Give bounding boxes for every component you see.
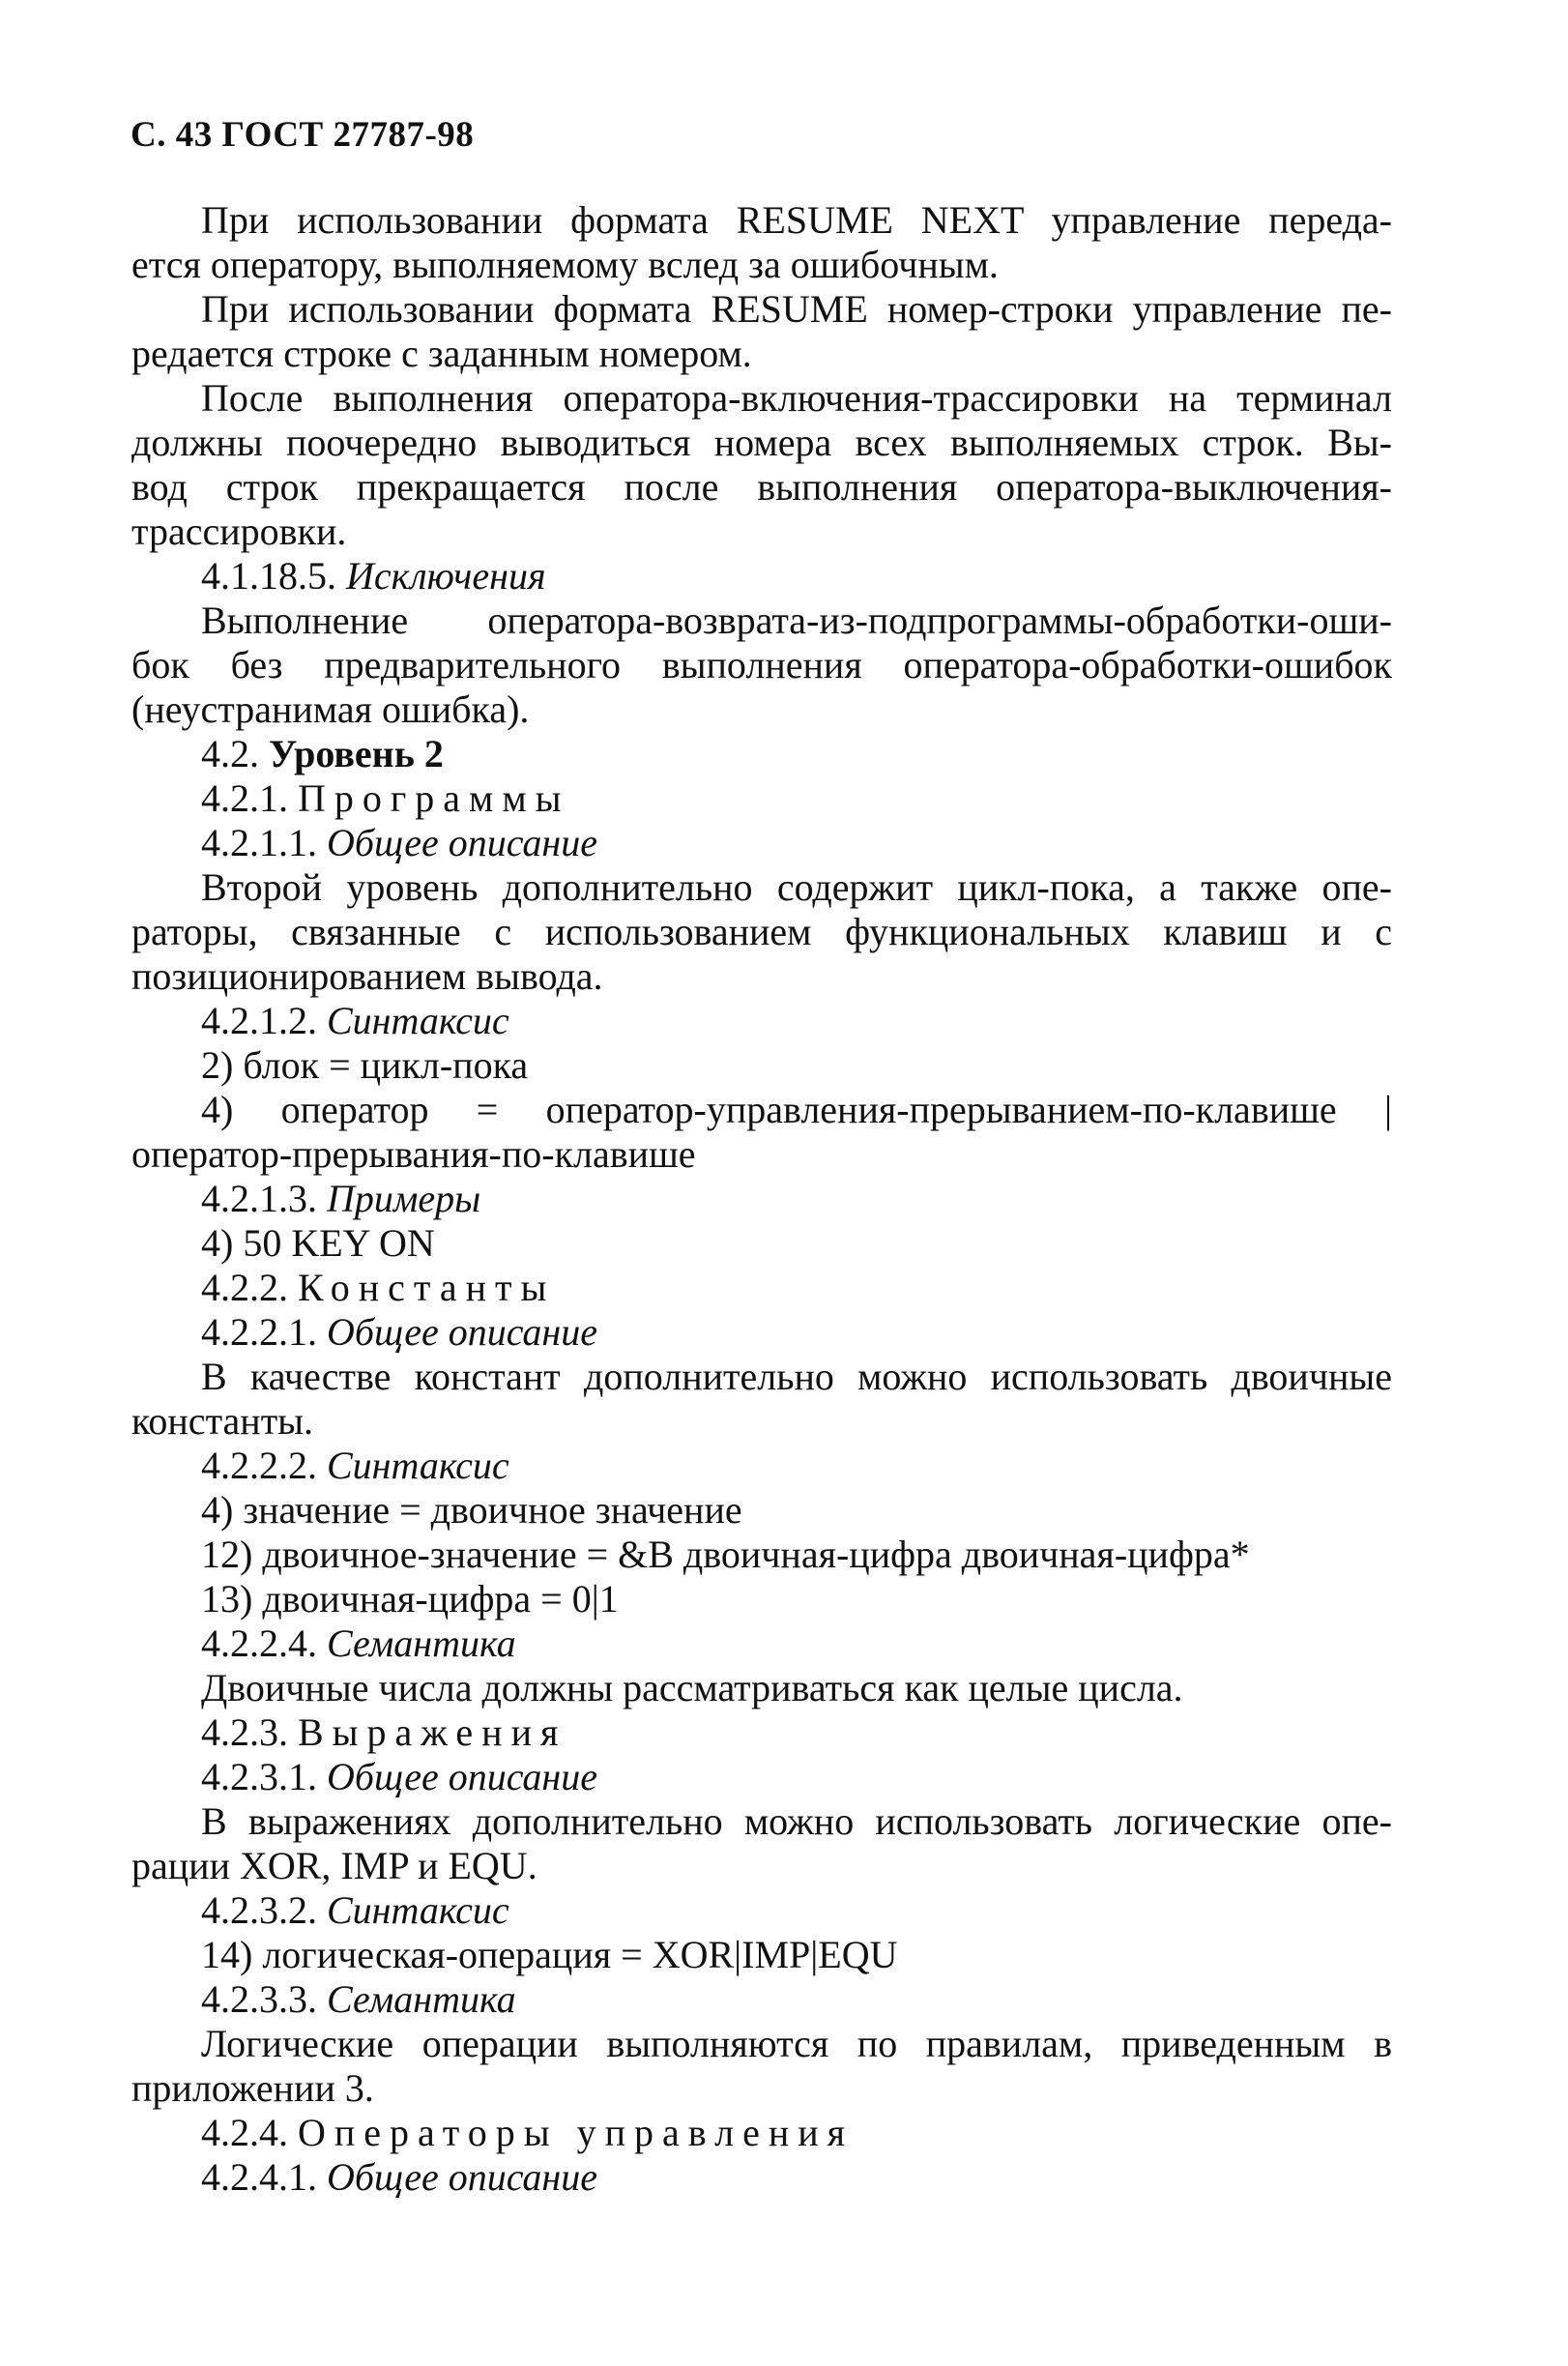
section-title: Выражения bbox=[298, 1710, 567, 1754]
paragraph-line: Логические операции выполняются по правилам, приведенным в bbox=[201, 2022, 1392, 2065]
section-title: Синтаксис bbox=[327, 1888, 509, 1932]
paragraph-line: Выполнение оператора-возврата-из-подпрограммы-обработки-оши- bbox=[201, 599, 1392, 642]
section-number: 4.2.1.2. bbox=[201, 999, 317, 1042]
paragraph-line: В выражениях дополнительно можно использовать логические опе- bbox=[201, 1799, 1392, 1843]
section-number: 4.2.4. bbox=[201, 2111, 288, 2154]
paragraph-line: позиционированием вывода. bbox=[131, 954, 603, 998]
section-heading bbox=[201, 732, 444, 776]
section-title: Общее описание bbox=[327, 2155, 598, 2199]
section-number: 4.2.3. bbox=[201, 1710, 288, 1754]
section-number: 4.2.2.2. bbox=[201, 1444, 317, 1487]
paragraph-line: приложении 3. bbox=[131, 2066, 374, 2110]
section-title: Общее описание bbox=[327, 1755, 598, 1798]
section-heading bbox=[201, 1266, 555, 1310]
syntax-line: 4) значение = двоичное значение bbox=[201, 1488, 742, 1532]
section-number: 4.2.2.1. bbox=[201, 1310, 317, 1354]
section-number: 4.2.1. bbox=[201, 776, 288, 820]
section-heading bbox=[201, 999, 509, 1043]
section-heading bbox=[201, 821, 597, 865]
section-heading bbox=[201, 554, 546, 599]
paragraph-line: При использовании формата RESUME NEXT управление переда- bbox=[201, 198, 1392, 242]
paragraph-line: рации XOR, IMP и EQU. bbox=[131, 1844, 537, 1887]
section-title: Общее описание bbox=[327, 1310, 598, 1354]
section-heading bbox=[201, 1310, 597, 1355]
section-title: Синтаксис bbox=[327, 999, 509, 1042]
section-heading bbox=[201, 2155, 597, 2200]
syntax-line: 14) логическая-операция = XOR|IMP|EQU bbox=[201, 1933, 898, 1976]
section-title: Константы bbox=[298, 1266, 556, 1309]
paragraph-line: В качестве констант дополнительно можно использовать двоичные bbox=[201, 1355, 1392, 1398]
section-number: 4.2.2. bbox=[201, 1266, 288, 1309]
section-title: Программы bbox=[298, 776, 570, 820]
section-number: 4.1.18.5. bbox=[201, 554, 336, 598]
syntax-line: 2) блок = цикл-пока bbox=[201, 1043, 529, 1087]
paragraph-line: После выполнения оператора-включения-трассировки на терминал bbox=[201, 376, 1392, 420]
section-title: Операторы управления bbox=[298, 2111, 855, 2154]
paragraph-line: Двоичные числа должны рассматриваться как целые цисла. bbox=[201, 1666, 1183, 1709]
paragraph-line: редается строке с заданным номером. bbox=[131, 332, 752, 375]
paragraph-line: При использовании формата RESUME номер-строки управление пе- bbox=[201, 287, 1392, 331]
section-heading bbox=[201, 2111, 854, 2155]
section-number: 4.2.3.2. bbox=[201, 1888, 317, 1932]
syntax-line: 12) двоичное-значение = &B двоичная-цифра двоичная-цифра* bbox=[201, 1533, 1250, 1576]
section-heading bbox=[201, 1621, 516, 1666]
page-header: С. 43 ГОСТ 27787-98 bbox=[131, 115, 475, 155]
section-number: 4.2.1.3. bbox=[201, 1177, 317, 1220]
paragraph-line: трассировки. bbox=[131, 510, 347, 553]
section-heading bbox=[201, 1710, 566, 1755]
section-number: 4.2.4.1. bbox=[201, 2155, 317, 2199]
section-title: Семантика bbox=[327, 1977, 516, 2021]
paragraph-line: (неустранимая ошибка). bbox=[131, 687, 530, 731]
paragraph-line: ется оператору, выполняемому вслед за ошибочным. bbox=[131, 243, 999, 286]
section-title: Примеры bbox=[327, 1177, 481, 1220]
section-heading bbox=[201, 1177, 480, 1221]
section-number: 4.2.3.3. bbox=[201, 1977, 317, 2021]
section-heading bbox=[201, 1755, 597, 1799]
paragraph-line: Второй уровень дополнительно содержит цикл-пока, а также опе- bbox=[201, 865, 1392, 909]
section-heading bbox=[201, 1888, 509, 1933]
section-heading bbox=[201, 1444, 509, 1488]
section-title: Уровень 2 bbox=[269, 732, 444, 775]
paragraph-line: бок без предварительного выполнения оператора-обработки-ошибок bbox=[131, 643, 1392, 686]
section-heading bbox=[201, 776, 570, 821]
section-title: Семантика bbox=[327, 1621, 516, 1665]
example-line: 4) 50 KEY ON bbox=[201, 1221, 435, 1265]
paragraph-line: константы. bbox=[131, 1399, 314, 1443]
section-heading bbox=[201, 1977, 516, 2022]
section-number: 4.2.1.1. bbox=[201, 821, 317, 864]
section-title: Общее описание bbox=[327, 821, 598, 864]
syntax-line: оператор-прерывания-по-клавише bbox=[131, 1132, 696, 1176]
paragraph-line: раторы, связанные с использованием функциональных клавиш и с bbox=[131, 910, 1392, 953]
section-number: 4.2. bbox=[201, 732, 259, 775]
paragraph-line: должны поочередно выводиться номера всех выполняемых строк. Вы- bbox=[131, 421, 1392, 464]
paragraph-line: вод строк прекращается после выполнения оператора-выключения- bbox=[131, 465, 1392, 509]
syntax-line: 13) двоичная-цифра = 0|1 bbox=[201, 1577, 619, 1621]
section-title: Исключения bbox=[346, 554, 546, 598]
section-number: 4.2.3.1. bbox=[201, 1755, 317, 1798]
syntax-line: 4) оператор = оператор-управления-прерыванием-по-клавише | bbox=[201, 1088, 1392, 1131]
section-title: Синтаксис bbox=[327, 1444, 509, 1487]
section-number: 4.2.2.4. bbox=[201, 1621, 317, 1665]
